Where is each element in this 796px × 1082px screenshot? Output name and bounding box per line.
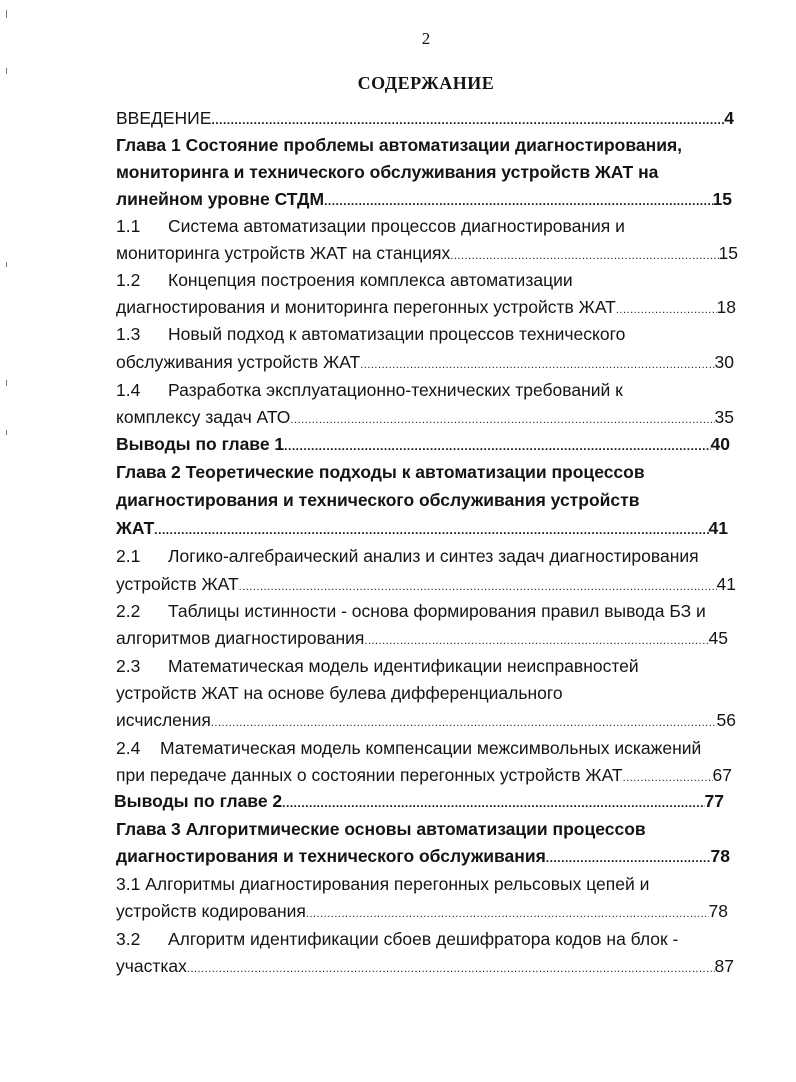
scan-artifact	[6, 430, 7, 435]
toc-line: исчисления ..... 56	[116, 707, 736, 734]
toc-line: 3.1 Алгоритмы диагностирования перегонных рельсовых цепей и	[116, 874, 650, 894]
toc-line: 2.3 Математическая модель идентификации неисправностей	[116, 656, 639, 676]
scan-artifact	[6, 262, 7, 267]
toc-line: 1.1 Система автоматизации процессов диагностирования и	[116, 216, 625, 236]
toc-line: обслуживания устройств ЖАТ ..... 30	[116, 349, 734, 376]
page-number: 2	[421, 29, 431, 48]
toc-line: линейном уровне СТДМ ..... 15	[116, 186, 732, 213]
toc-line: 3.2 Алгоритм идентификации сбоев дешифратора кодов на блок -	[116, 929, 679, 949]
toc-line: Выводы по главе 1 ..... 40	[116, 431, 730, 458]
toc-line: мониторинга и технического обслуживания устройств ЖАТ на	[116, 162, 659, 182]
toc-line: 1.4 Разработка эксплуатационно-технических требований к	[116, 380, 623, 400]
toc-line: 1.3 Новый подход к автоматизации процессов технического	[116, 324, 626, 344]
toc-line: 2.4 Математическая модель компенсации межсимвольных искажений	[116, 738, 702, 758]
toc-line: Глава 2 Теоретические подходы к автоматизации процессов	[116, 462, 645, 482]
toc-line: участках ..... 87	[116, 953, 734, 980]
toc-line: 2.2 Таблицы истинности - основа формирования правил вывода БЗ и	[116, 601, 706, 621]
toc-line: Выводы по главе 2 ..... 77	[114, 788, 724, 815]
toc-title: СОДЕРЖАНИЕ	[357, 73, 495, 93]
toc-line: устройств ЖАТ на основе булева дифференциального	[116, 683, 563, 703]
toc-line: 2.1 Логико-алгебраический анализ и синтез задач диагностирования	[116, 546, 699, 566]
toc-line: устройств ЖАТ ..... 41	[116, 571, 736, 598]
toc-line: комплексу задач АТО ..... 35	[116, 404, 734, 431]
toc-line: 1.2 Концепция построения комплекса автоматизации	[116, 270, 573, 290]
toc-line: Глава 1 Состояние проблемы автоматизации диагностирования,	[116, 135, 683, 155]
toc-line: ВВЕДЕНИЕ ..... 4	[116, 105, 734, 132]
toc-line: диагностирования и технического обслуживания ..... 78	[116, 843, 730, 870]
scan-artifact	[6, 10, 7, 18]
toc-line: алгоритмов диагностирования ..... 45	[116, 625, 728, 652]
toc-line: диагностирования и мониторинга перегонных устройств ЖАТ ..... 18	[116, 294, 736, 321]
scan-artifact	[6, 380, 7, 386]
toc-line: устройств кодирования ..... 78	[116, 898, 728, 925]
toc-line: Глава 3 Алгоритмические основы автоматизации процессов	[116, 819, 646, 839]
toc-line: ЖАТ ..... 41	[116, 515, 728, 542]
toc-line: диагностирования и технического обслуживания устройств	[116, 490, 640, 510]
toc-line: при передаче данных о состоянии перегонных устройств ЖАТ ..... 67	[116, 762, 732, 789]
toc-line: мониторинга устройств ЖАТ на станциях ..... 15	[116, 240, 738, 267]
